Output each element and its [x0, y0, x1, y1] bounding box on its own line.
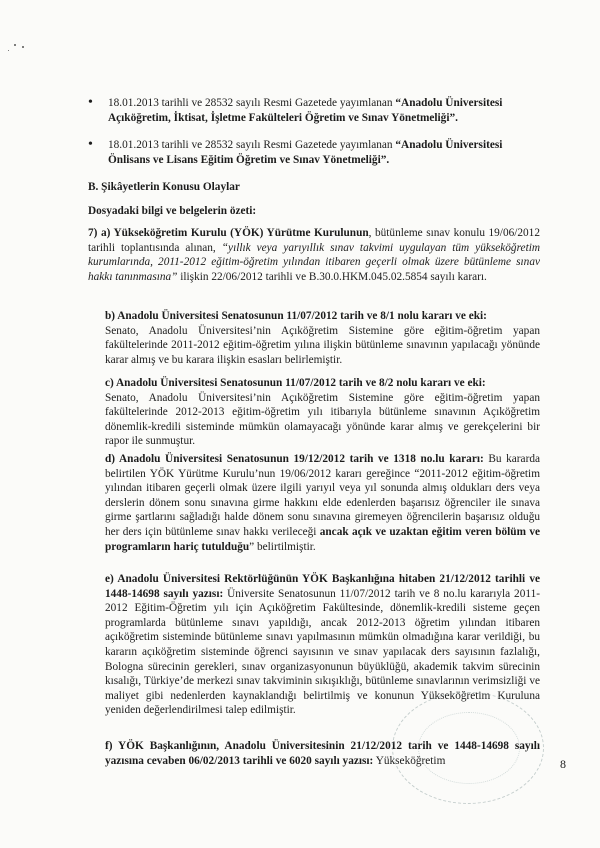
page-number: 8 — [560, 757, 566, 771]
item-d — [105, 452, 540, 554]
item-f-heading: f) YÖK Başkanlığının, Anadolu Üniversitesinin 21/12/2012 tarih ve 1448-14698 sayılı yazısına cevaben 06/02/2013 tarihli ve 6020 sayılı yazısı: — [105, 740, 540, 767]
item-c-heading: c) Anadolu Üniversitesi Senatosunun 11/07/2012 tarih ve 8/2 nolu kararı ve eki: — [105, 377, 486, 389]
item-b — [105, 309, 540, 367]
item-b-text: Senato, Anadolu Üniversitesi’nin Açıköğretim Sistemine göre eğitim-öğretim yapan fakültelerinde 2011-2012 eğitim-öğretim yılına ilişkin bütünleme sınavının yapılacağı yönünde karar almış ve bu karara ilişkin esasları belirlemiştir. — [105, 324, 540, 366]
bullet-item — [88, 96, 538, 125]
item-number: 7) a) — [88, 227, 114, 239]
bullet-item — [88, 138, 538, 167]
bullet-bold-text: “Anadolu Üniversitesi Önlisans ve Lisans Eğitim Öğretim ve Sınav Yönetmeliği”. — [108, 139, 503, 166]
bullet-icon: • — [88, 137, 93, 152]
bullet-text: 18.01.2013 tarihli ve 28532 sayılı Resmi Gazetede yayımlanan — [108, 97, 396, 109]
item-7a — [88, 226, 540, 284]
item-7a-quote: “yıllık veya yarıyıllık sınav takvimi uygulayan tüm yükseköğretim kurumlarında, 2011-2012 eğitim-öğretim yılından itibaren geçerli olmak üzere bütünleme sınav hakkı tanınmasına” — [88, 241, 540, 283]
scan-speck — [22, 46, 24, 48]
item-f-text: Yükseköğretim — [373, 754, 446, 767]
item-c-text: Senato, Anadolu Üniversitesi’nin Açıköğretim Sistemine göre eğitim-öğretim yapan fakültelerinde 2012-2013 eğitim-öğretim yılı itibarıyla bütünleme sınavının Açıköğretim dönemlik-kredili sisteminde mümkün olamayacağı yönünde karar almış ve gerekçelerini bir rapor ile sunmuştur. — [105, 391, 540, 448]
scan-speck — [8, 50, 9, 51]
item-c — [105, 376, 540, 449]
item-d-bold-text: ancak açık ve uzaktan eğitim veren bölüm ve programların hariç tutulduğu — [105, 525, 540, 553]
item-e-text: Üniversite Senatosunun 11/07/2012 tarih ve 8 no.lu kararıyla 2011-2012 Eğitim-Öğretim yılı için Açıköğretim Fakültesinde, dönemlik-kredili sisteme geçen programlarda bütünleme sınavı yapıldığı, ancak 2012-2013 öğretim yılından itibaren açıköğretim sisteminde bütünleme sınavı yapılmasının mümkün olmadığına karar verildiği, bu kararın açıköğretim sisteminde öğrenci sayısının ve sınav yapılacak ders sayısının fazlalığı, Bologna sürecinin gerekleri, sınav organizasyonunun büyüklüğü, akademik takvim sürecinin kısalığı, Türkiye’de merkezi sınav takviminin sıkışıklığı, bütünleme sınavlarının verimsizliği ve maliyet gibi nedenlerden kaynaklandığı belirtilmiş ve konunun Yükseköğretim Kuruluna yeniden değerlendirilmesi talep edilmiştir. — [105, 587, 540, 717]
section-heading: B. Şikâyetlerin Konusu Olaylar — [88, 181, 240, 193]
item-b-heading: b) Anadolu Üniversitesi Senatosunun 11/07/2012 tarih ve 8/1 nolu kararı ve eki: — [105, 310, 487, 322]
bullet-bold-text: “Anadolu Üniversitesi Açıköğretim, İktisat, İşletme Fakülteleri Öğretim ve Sınav Yönetmeliği”. — [108, 97, 503, 124]
item-7a-text-end: ilişkin 22/06/2012 tarihli ve B.30.0.HKM.045.02.5854 sayılı kararı. — [177, 270, 487, 283]
official-stamp-inner — [418, 712, 520, 784]
item-d-text-end: ” belirtilmiştir. — [249, 540, 316, 553]
summary-heading: Dosyadaki bilgi ve belgelerin özeti: — [88, 205, 257, 217]
item-d-text: Bu kararda belirtilen YÖK Yürütme Kurulu’nun 19/06/2012 kararı gereğince “2011-2012 eğitim-öğretim yılından itibaren geçerli olmak üzere ilgili yarıyıl veya yıl sonunda almış oldukları ders veya derslerin dönem sonu sınavına girme hakkını elde edenlerden başarısız öğrenciler ile sınava girme şartlarını sağladığı halde dönem sonu sınavına giremeyen öğrencilerin başarısız olduğu her ders için bütünleme sınav hakkı verileceği — [105, 453, 540, 538]
bullet-icon: • — [88, 95, 93, 110]
scan-speck — [14, 44, 16, 46]
item-7a-text: , bütünleme sınav konulu 19/06/2012 tarihli toplantısında alınan, — [88, 227, 540, 254]
bullet-text: 18.01.2013 tarihli ve 28532 sayılı Resmi Gazetede yayımlanan — [108, 139, 396, 151]
item-7a-subject: Yükseköğretim Kurulu (YÖK) Yürütme Kurulunun — [113, 227, 369, 239]
item-e-heading: e) Anadolu Üniversitesi Rektörlüğünün YÖK Başkanlığına hitaben 21/12/2012 tarihli ve 1448-14698 sayılı yazısı: — [105, 573, 540, 600]
item-d-heading: d) Anadolu Üniversitesi Senatosunun 19/12/2012 tarih ve 1318 no.lu kararı: — [105, 453, 484, 465]
